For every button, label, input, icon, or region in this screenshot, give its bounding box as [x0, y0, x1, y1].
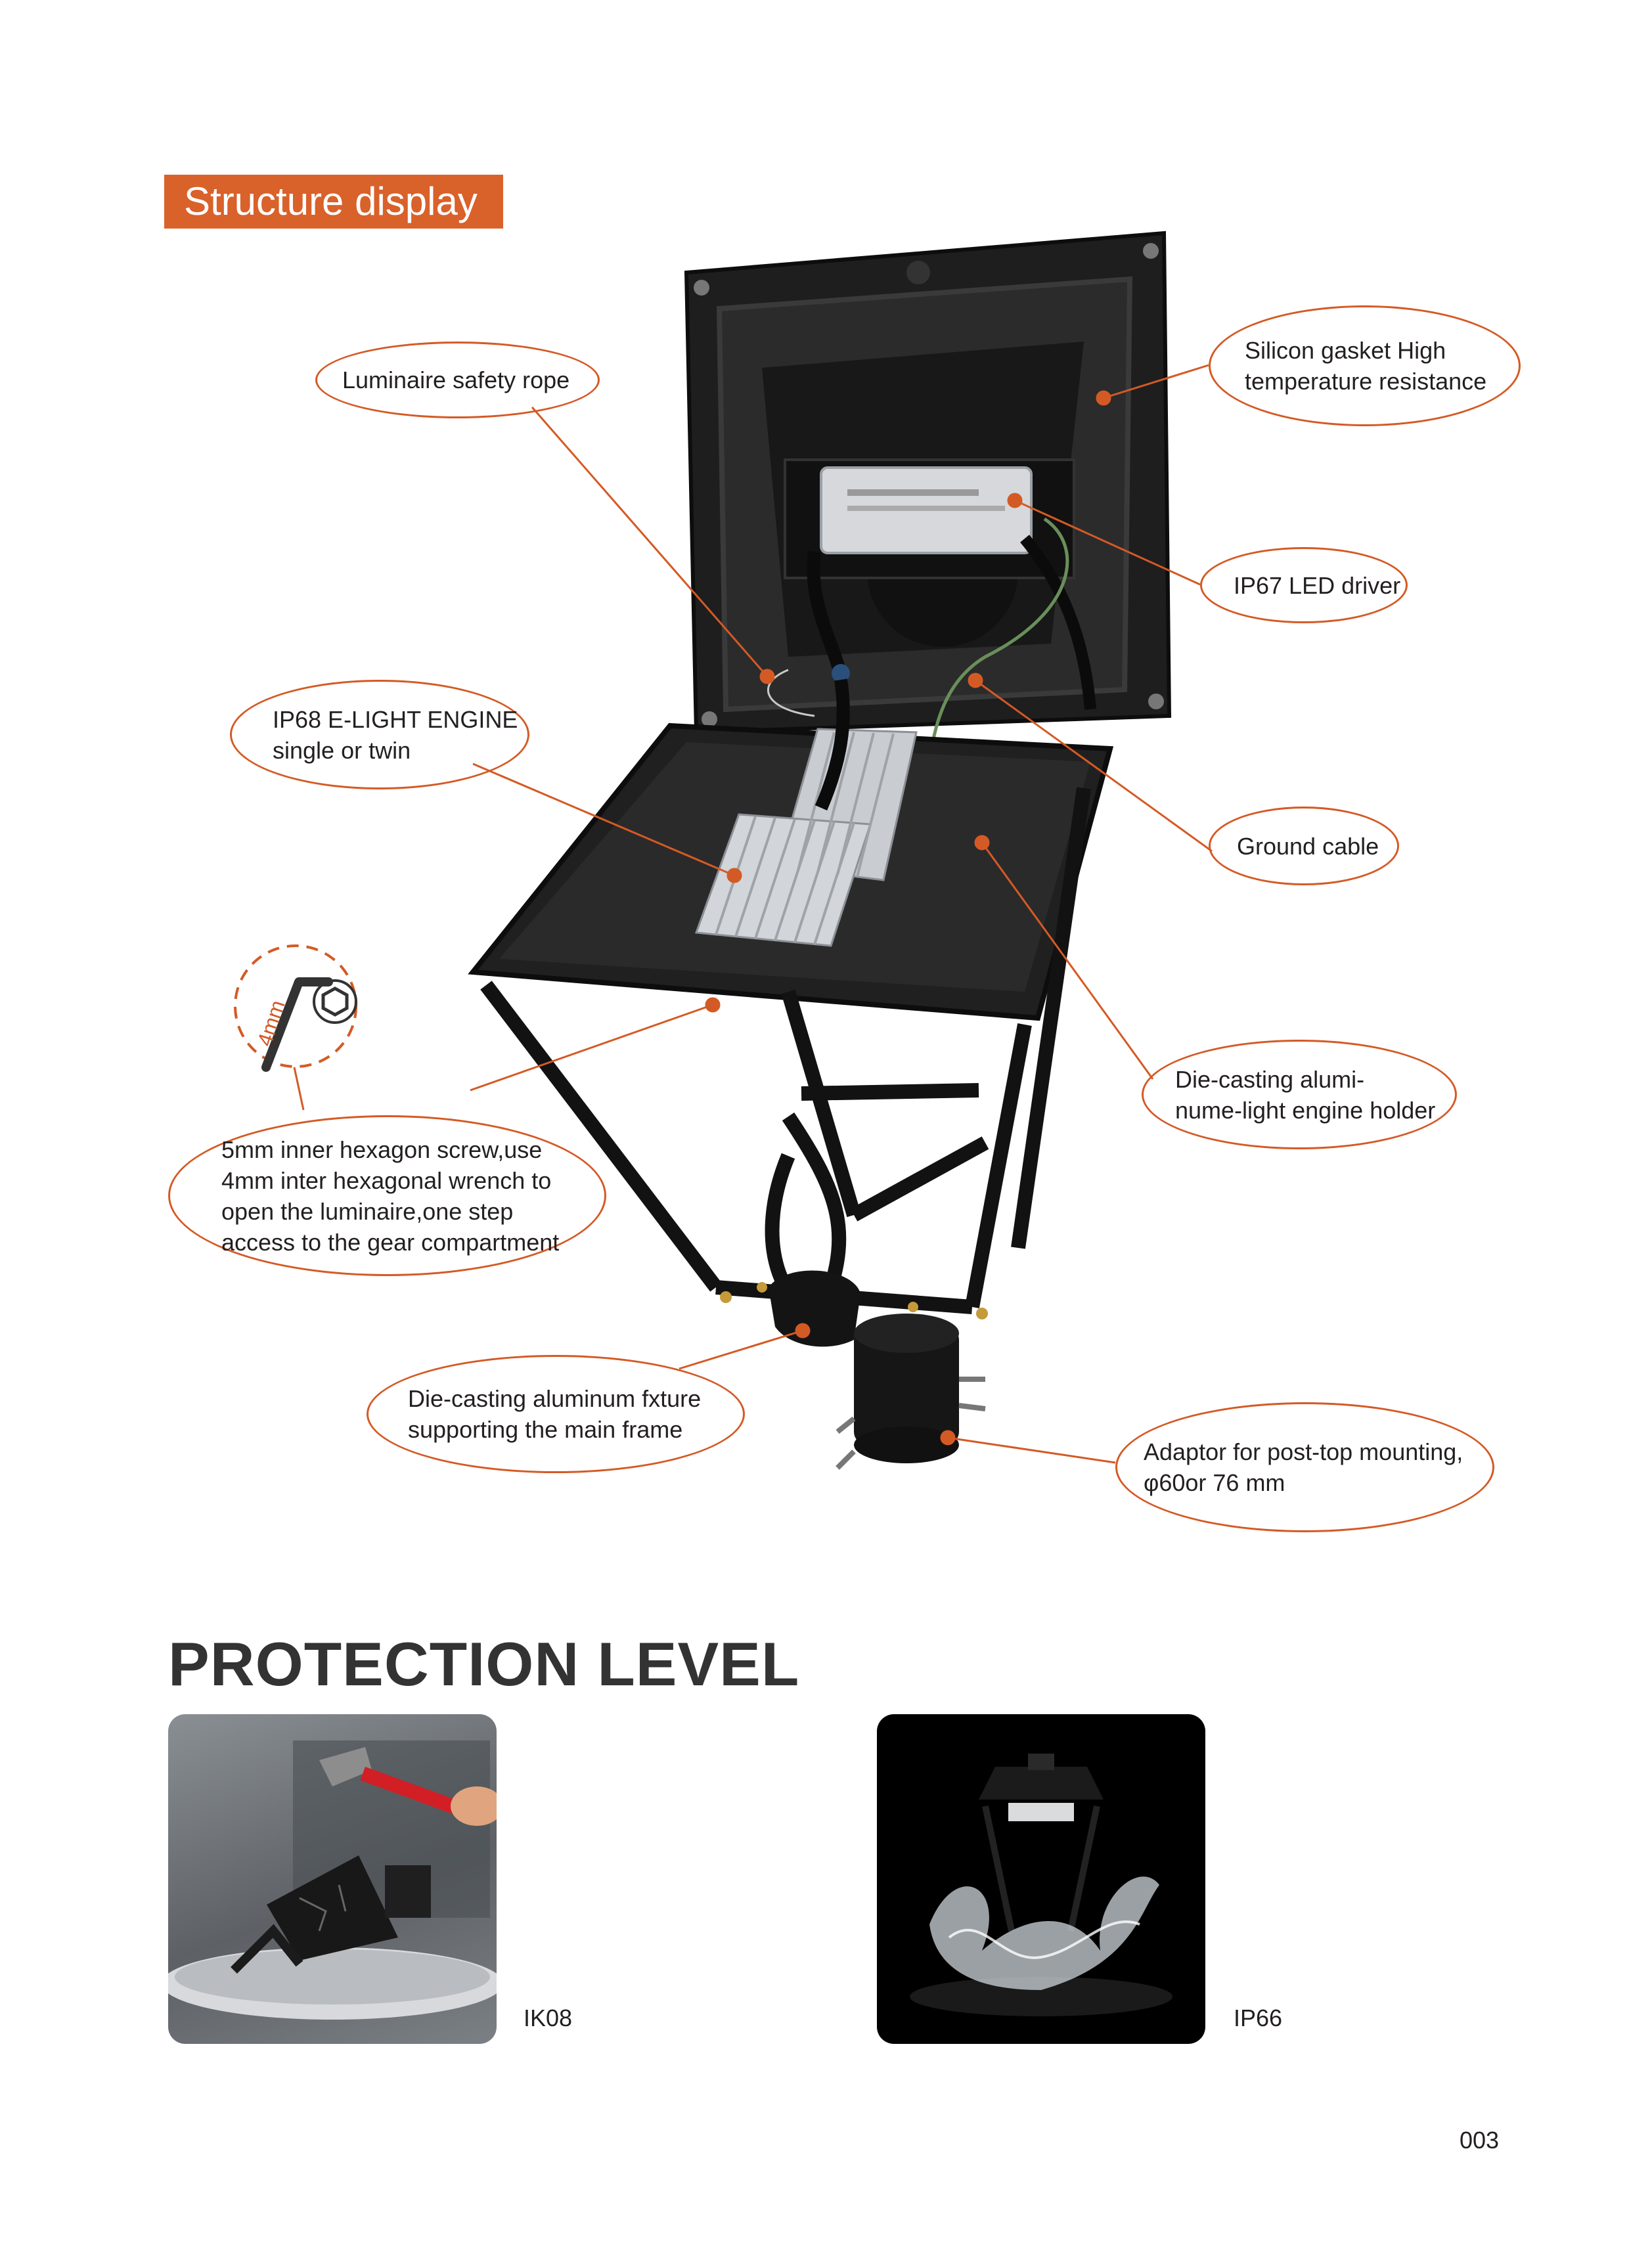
- callout-aluminum-fixture: [367, 1355, 745, 1473]
- callout-engine-holder: [1142, 1040, 1457, 1149]
- section-title: Structure display: [164, 175, 503, 229]
- callout-led-driver-text: IP67 LED driver: [1234, 571, 1401, 599]
- callout-e-light-engine-text: IP68 E-LIGHT ENGINE single or twin: [273, 705, 518, 764]
- callout-hexagon-screw-text: 5mm inner hexagon screw,use 4mm inter hexagonal wrench to open the luminaire,one step access to the gear compartment: [221, 1136, 560, 1256]
- callout-silicon-gasket: [1209, 305, 1521, 426]
- callout-adaptor-text: Adaptor for post-top mounting, φ60or 76 mm: [1144, 1438, 1463, 1496]
- aluminum-fixture: [769, 1271, 860, 1347]
- callout-safety-rope: [315, 342, 600, 418]
- callout-adaptor: [1115, 1402, 1494, 1532]
- ik08-caption: IK08: [524, 2004, 573, 2031]
- callout-aluminum-fixture-text: Die-casting aluminum fxture supporting the main frame: [408, 1385, 702, 1443]
- callout-e-light-engine: [230, 680, 529, 789]
- page-number: 003: [1460, 2127, 1500, 2154]
- hex-wrench-icon: [235, 946, 356, 1067]
- ip66-water-photo: [877, 1714, 1205, 2044]
- ip66-caption: IP66: [1234, 2004, 1283, 2031]
- callout-silicon-gasket-text: Silicon gasket High temperature resistance: [1245, 337, 1487, 395]
- wrench-size-label: 4mm: [252, 997, 290, 1050]
- ik08-impact-photo: [168, 1714, 497, 2044]
- callout-engine-holder-text: Die-casting alumi- nume-light engine holder: [1175, 1065, 1436, 1124]
- callout-ground-cable-text: Ground cable: [1237, 832, 1379, 860]
- callout-led-driver: [1200, 547, 1408, 623]
- callout-safety-rope-text: Luminaire safety rope: [342, 366, 570, 393]
- callout-hexagon-screw: [168, 1115, 606, 1276]
- callout-ground-cable: [1209, 807, 1399, 885]
- protection-level-heading: PROTECTION LEVEL: [168, 1629, 800, 1698]
